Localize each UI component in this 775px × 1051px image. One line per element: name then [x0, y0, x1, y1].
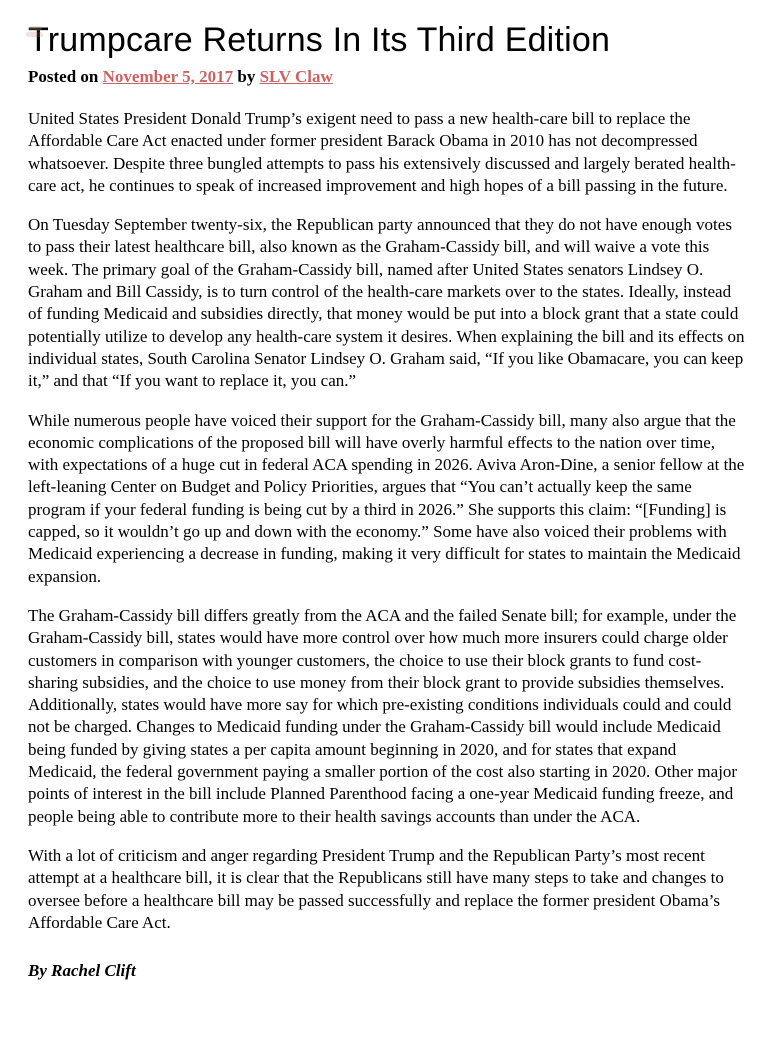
- post-meta: [28, 67, 748, 87]
- by-label: by: [237, 67, 256, 86]
- author-link[interactable]: SLV Claw: [259, 67, 333, 86]
- posted-on-label: Posted on: [28, 67, 99, 86]
- article-paragraph: While numerous people have voiced their support for the Graham-Cassidy bill, many also argue that the economic complications of the proposed bill will have overly harmful effects to the nation over time, with expectations of a huge cut in federal ACA spending in 2026. Aviva Aron-Dine, a senior fellow at the left-leaning Center on Budget and Policy Priorities, argues that “You can’t actually keep the same program if your federal funding is being cut by a third in 2026.” She supports this claim: “[Funding] is capped, so it wouldn’t go up and down with the economy.” Some have also voiced their problems with Medicaid experiencing a decrease in funding, making it very difficult for states to maintain the Medicaid expansion.: [28, 410, 745, 586]
- date-link[interactable]: November 5, 2017: [102, 67, 234, 86]
- article-paragraph: With a lot of criticism and anger regarding President Trump and the Republican Party’s most recent attempt at a healthcare bill, it is clear that the Republicans still have many steps to take and changes to oversee before a healthcare bill may be passed successfully and replace the former president Obama’s Affordable Care Act.: [28, 845, 724, 932]
- page-title: Trumpcare Returns In Its Third Edition: [28, 21, 611, 59]
- article-body: [28, 108, 748, 934]
- article-paragraph: United States President Donald Trump’s exigent need to pass a new health-care bill to replace the Affordable Care Act enacted under former president Barack Obama in 2010 has not decompressed whatsoever. Despite three bungled attempts to pass his extensively discussed and largely berated health-care act, he continues to speak of increased improvement and high hopes of a bill passing in the future.: [28, 109, 736, 195]
- byline: By Rachel Clift: [28, 961, 136, 981]
- article-paragraph: On Tuesday September twenty-six, the Republican party announced that they do not have enough votes to pass their latest healthcare bill, also known as the Graham-Cassidy bill, and will waive a vote this week. The primary goal of the Graham-Cassidy bill, named after United States senators Lindsey O. Graham and Bill Cassidy, is to turn control of the health-care markets over to the states. Ideally, instead of funding Medicaid and subsidies directly, that money would be put into a block grant that a state could potentially utilize to develop any health-care system it desires. When explaining the bill and its effects on individual states, South Carolina Senator Lindsey O. Graham said, “If you like Obamacare, you can keep it,” and that “If you want to replace it, you can.”: [28, 215, 745, 391]
- article-page: [0, 21, 775, 981]
- article-paragraph: The Graham-Cassidy bill differs greatly from the ACA and the failed Senate bill; for example, under the Graham-Cassidy bill, states would have more control over how much more insurers could charge older customers in comparison with younger customers, the choice to use their block grants to fund cost-sharing subsidies, and the choice to use money from their block grant to provide subsidies themselves. Additionally, states would have more say for which pre-existing conditions individuals could and could not be charged. Changes to Medicaid funding under the Graham-Cassidy bill would include Medicaid being funded by giving states a per capita amount beginning in 2020, and for states that expand Medicaid, the federal government paying a smaller portion of the cost also starting in 2020. Other major points of interest in the bill include Planned Parenthood facing a one-year Medicaid funding freeze, and people being able to contribute more to their health savings accounts than under the ACA.: [28, 605, 738, 826]
